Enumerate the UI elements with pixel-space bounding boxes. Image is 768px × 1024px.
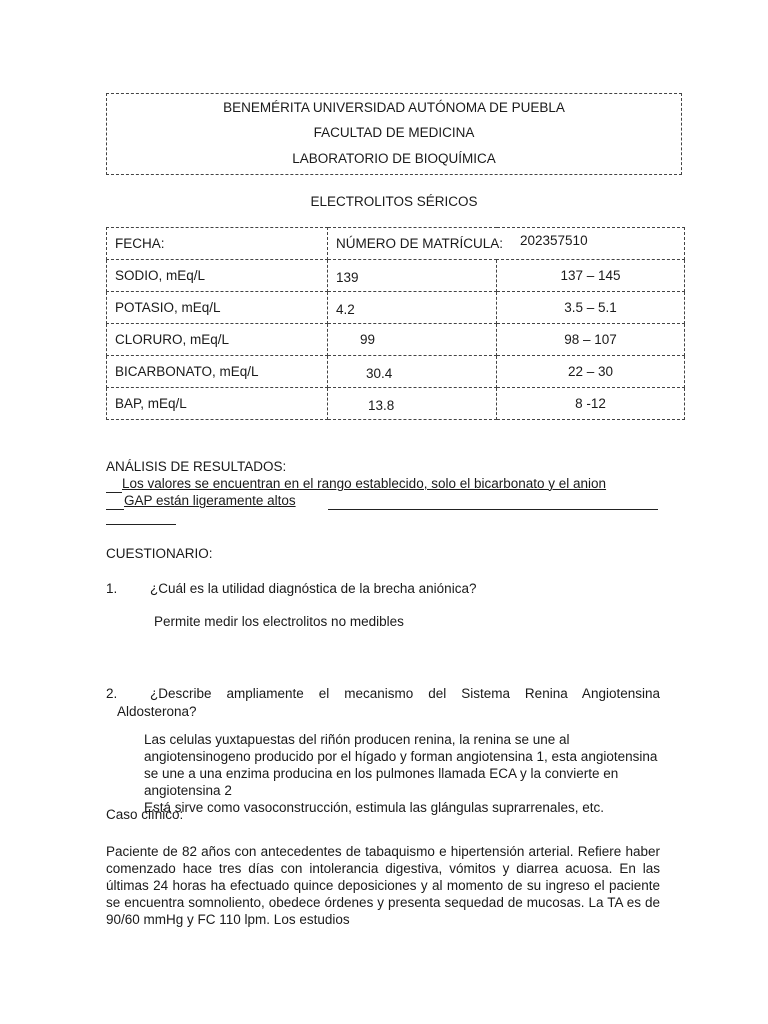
question-2-line1: ¿Describe ampliamente el mecanismo del Sistema Renina Angiotensina bbox=[150, 686, 660, 701]
question-1-text: ¿Cuál es la utilidad diagnóstica de la brecha aniónica? bbox=[150, 581, 477, 596]
reference-range: 98 – 107 bbox=[497, 324, 685, 356]
analyte-name: BAP, mEq/L bbox=[107, 388, 328, 420]
table-header-row bbox=[107, 228, 685, 260]
reference-range: 137 – 145 bbox=[497, 260, 685, 292]
answer-2-line4: angiotensina 2 bbox=[144, 783, 232, 798]
underline-rule bbox=[328, 509, 658, 510]
underline-rule bbox=[106, 509, 124, 510]
laboratory-name: LABORATORIO DE BIOQUÍMICA bbox=[292, 151, 496, 166]
reference-range: 8 -12 bbox=[497, 388, 685, 420]
answer-2-line2: angiotensinogeno producido por el hígado y forman angiotensina 1, esta angiotensina bbox=[144, 749, 658, 764]
analyte-name: CLORURO, mEq/L bbox=[107, 324, 328, 356]
underline-rule bbox=[106, 492, 122, 493]
fecha-label: FECHA: bbox=[107, 228, 328, 260]
electrolytes-table bbox=[106, 227, 685, 420]
matricula-value: 202357510 bbox=[520, 233, 588, 248]
table-row bbox=[107, 260, 685, 292]
analysis-text-line1: Los valores se encuentran en el rango establecido, solo el bicarbonato y el anion bbox=[122, 476, 607, 491]
question-2-number: 2. bbox=[106, 686, 118, 701]
answer-2-line5: Está sirve como vasoconstrucción, estimula las glángulas suprarrenales, etc. bbox=[144, 800, 604, 815]
analyte-name: POTASIO, mEq/L bbox=[107, 292, 328, 324]
analyte-name: BICARBONATO, mEq/L bbox=[107, 356, 328, 388]
analyte-value: 99 bbox=[328, 324, 497, 356]
faculty-name: FACULTAD DE MEDICINA bbox=[313, 125, 475, 140]
university-name: BENEMÉRITA UNIVERSIDAD AUTÓNOMA DE PUEBLA bbox=[223, 100, 565, 115]
answer-2-line3: se une a una enzima producina en los pulmones llamada ECA y la convierte en bbox=[144, 766, 619, 781]
matricula-cell bbox=[328, 228, 685, 260]
answer-2-line1: Las celulas yuxtapuestas del riñón producen renina, la renina se une al bbox=[144, 732, 570, 747]
case-heading: Caso clínico: bbox=[106, 807, 184, 822]
table-row bbox=[107, 292, 685, 324]
questionnaire-heading: CUESTIONARIO: bbox=[106, 546, 213, 561]
question-1-number: 1. bbox=[106, 581, 118, 596]
table-row bbox=[107, 324, 685, 356]
answer-1-text: Permite medir los electrolitos no medibles bbox=[154, 614, 404, 629]
case-text: Paciente de 82 años con antecedentes de tabaquismo e hipertensión arterial. Refiere haber comenzado hace tres días con intolerancia digestiva, vómitos y diarrea acuosa. En las últimas 24 horas ha efectuado quince deposiciones y al momento de su ingreso el paciente se encuentra somnoliento, obedece órdenes y presenta sequedad de mucosas. La TA es de 90/60 mmHg y FC 110 lpm. Los estudios bbox=[106, 844, 660, 927]
analyte-name: SODIO, mEq/L bbox=[107, 260, 328, 292]
reference-range: 22 – 30 bbox=[497, 356, 685, 388]
analysis-text-line2: GAP están ligeramente altos bbox=[124, 493, 296, 508]
table-row bbox=[107, 356, 685, 388]
document-title: ELECTROLITOS SÉRICOS bbox=[310, 194, 478, 209]
underline-rule bbox=[106, 524, 176, 525]
analysis-heading: ANÁLISIS DE RESULTADOS: bbox=[106, 459, 287, 474]
analyte-value: 13.8 bbox=[328, 388, 497, 420]
matricula-label: NÚMERO DE MATRÍCULA: bbox=[336, 236, 504, 251]
question-2-line2: Aldosterona? bbox=[117, 704, 197, 719]
analyte-value: 139 bbox=[328, 260, 497, 292]
header-box bbox=[106, 93, 682, 175]
reference-range: 3.5 – 5.1 bbox=[497, 292, 685, 324]
table-row bbox=[107, 388, 685, 420]
analyte-value: 4.2 bbox=[328, 292, 497, 324]
analyte-value: 30.4 bbox=[328, 356, 497, 388]
